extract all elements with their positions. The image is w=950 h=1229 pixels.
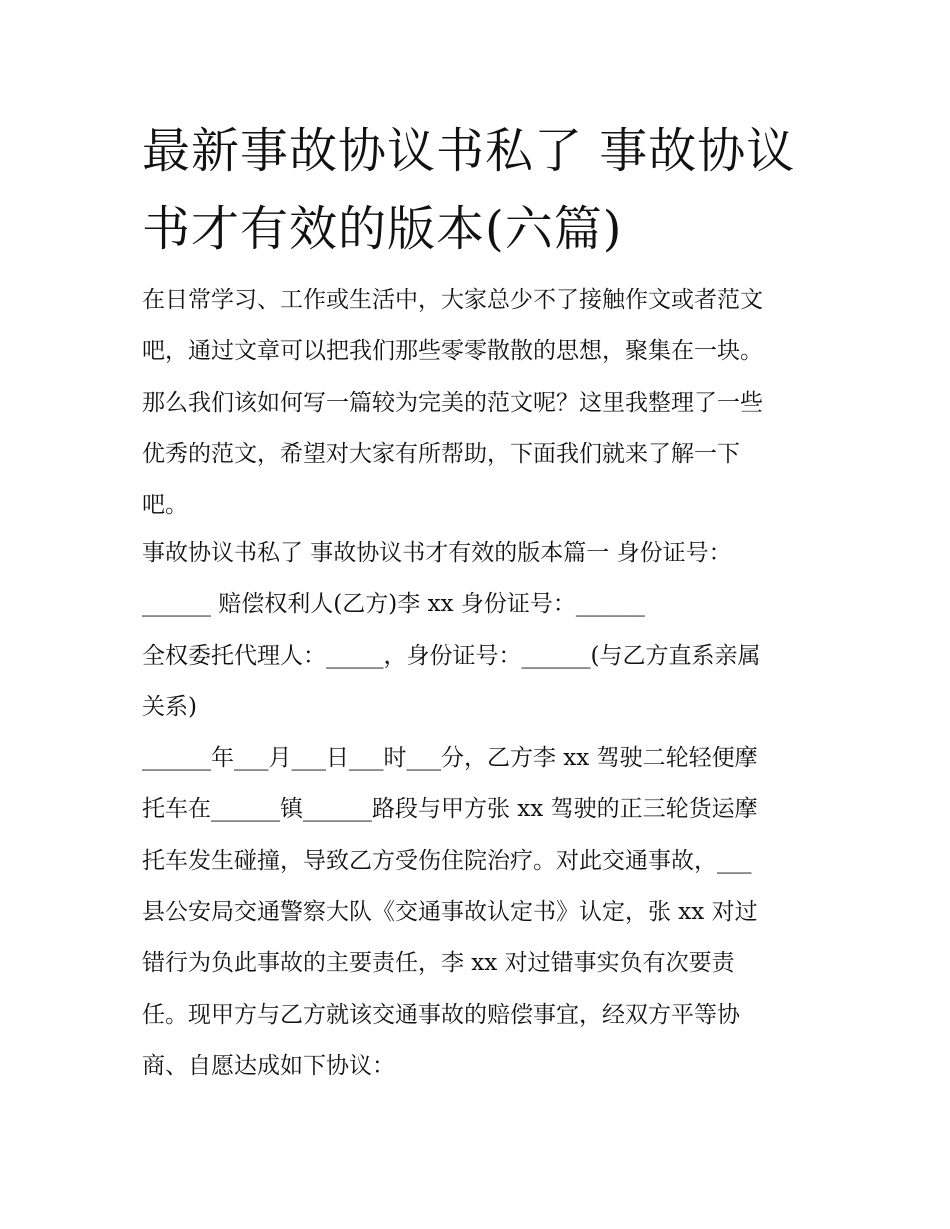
section-line: 事故协议书私了 事故协议书才有效的版本篇一 身份证号： [142,540,732,566]
intro-line: 吧。 [142,492,188,519]
section-line: 关系) [142,693,197,720]
section-line: 错行为负此事故的主要责任，李 xx 对过错事实负有次要责 [142,950,735,977]
agreement-section [142,528,822,1092]
intro-line: 在日常学习、工作或生活中，大家总少不了接触作文或者范文 [142,287,763,313]
intro-line: 优秀的范文，希望对大家有所帮助，下面我们就来了解一下 [142,440,740,467]
intro-paragraph [142,275,822,531]
section-line: ______ 赔偿权利人(乙方)李 xx 身份证号：______ [142,591,645,618]
section-line: ______年___月___日___时___分，乙方李 xx 驾驶二轮轻便摩 [142,745,758,772]
section-line: 全权委托代理人：_____，身份证号：______(与乙方直系亲属 [142,642,761,669]
intro-line: 那么我们该如何写一篇较为完美的范文呢？这里我整理了一些 [142,389,763,416]
document-title [142,112,822,268]
title-line: 最新事故协议书私了 事故协议 [142,123,796,179]
section-line: 托车在______镇______路段与甲方张 xx 驾驶的正三轮货运摩 [142,796,758,823]
title-line: 书才有效的版本(六篇) [142,201,623,257]
intro-line: 吧，通过文章可以把我们那些零零散散的思想，聚集在一块。 [142,338,763,365]
section-line: 任。现甲方与乙方就该交通事故的赔偿事宜，经双方平等协 [142,1001,740,1028]
section-line: 托车发生碰撞，导致乙方受伤住院治疗。对此交通事故，___ [142,847,752,874]
section-line: 县公安局交通警察大队《交通事故认定书》认定，张 xx 对过 [142,899,758,926]
section-line: 商、自愿达成如下协议： [142,1052,395,1079]
